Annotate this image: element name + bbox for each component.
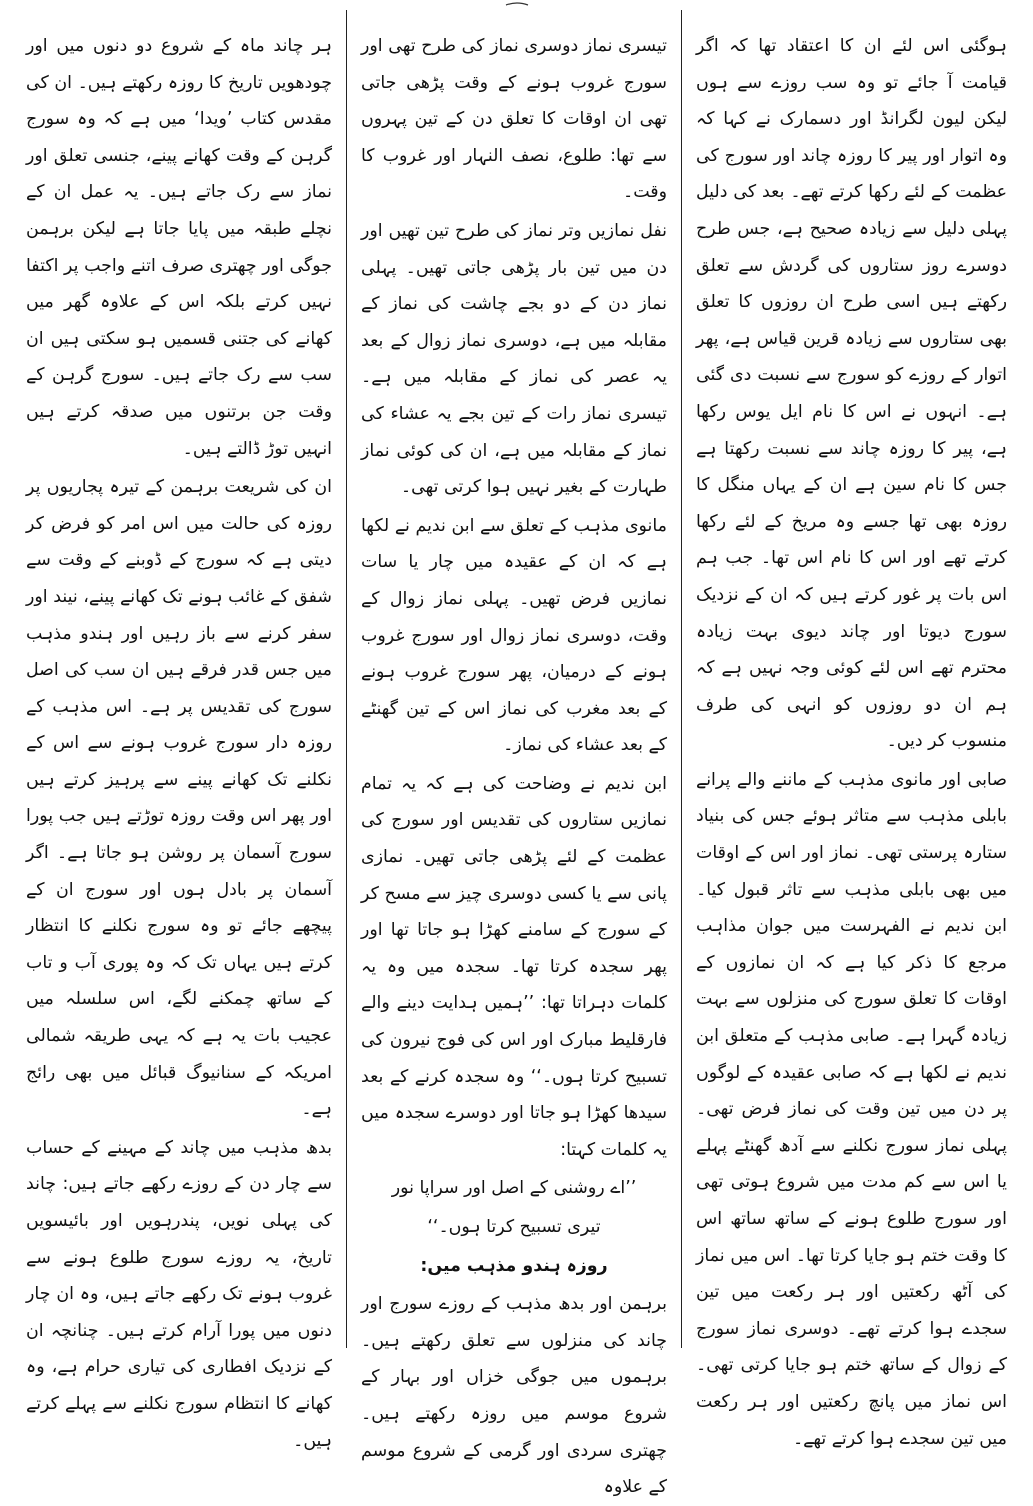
section-heading: روزہ ہندو مذہب میں: <box>420 1255 608 1276</box>
paragraph: ابن ندیم نے وضاحت کی ہے کہ یہ تمام نمازیں ستاروں کی تقدیس اور سورج کی عظمت کے لئے پڑھی جاتی تھیں۔ نمازی پانی سے یا کسی دوسری چیز سے مسح کر کے سورج کے سامنے کھڑا ہو جاتا تھا اور پھر سجدہ کرتا تھا۔ سجدہ میں وہ یہ کلمات دہراتا تھا: ’’ہمیں ہدایت دینے والے فارقلیط مبارک اور اس کی فوج نیرون کی تسبیح کرتا ہوں۔‘‘ وہ سجدہ کرنے کے بعد سیدھا کھڑا ہو جاتا اور دوسرے سجدہ میں یہ کلمات کہتا: <box>361 773 667 1160</box>
page-top-ornament <box>504 2 530 8</box>
paragraph: صابی اور مانوی مذہب کے ماننے والے پرانے بابلی مذہب سے متاثر ہوئے جس کی بنیاد ستارہ پرستی تھی۔ نماز اور اس کے اوقات میں بھی بابلی مذہب سے تاثر قبول کیا۔ ابن ندیم نے الفہرست میں جوان مذاہب مرجع کا ذکر کیا ہے کہ ان نمازوں کے اوقات کا تعلق سورج کی منزلوں سے بہت زیادہ گہرا ہے۔ صابی مذہب کے متعلق ابن ندیم نے لکھا ہے کہ صابی عقیدہ کے لوگوں پر دن میں تین وقت کی نماز فرض تھی۔ پہلی نماز سورج نکلنے سے آدھ گھنٹے پہلے یا اس سے کم مدت میں شروع ہوتی تھی اور سورج طلوع ہونے کے ساتھ ساتھ اس کا وقت ختم ہو جایا کرتا تھا۔ اس میں نماز کی آٹھ رکعتیں اور ہر رکعت میں تین سجدے ہوا کرتے تھے۔ دوسری نماز سورج کے زوال کے ساتھ ختم ہو جایا کرتی تھی۔ اس نماز میں پانچ رکعتیں اور ہر رکعت میں تین سجدے ہوا کرتے تھے۔ <box>696 769 1007 1449</box>
paragraph: تیسری نماز دوسری نماز کی طرح تھی اور سورج غروب ہونے کے وقت پڑھی جاتی تھی ان اوقات کا تعلق دن کے تین پہروں سے تھا: طلوع، نصف النہار اور غروب کا وقت۔ <box>361 36 667 203</box>
paragraph: برہمن اور بدھ مذہب کے روزے سورج اور چاند کی منزلوں سے تعلق رکھتے ہیں۔ برہموں میں جوگی خزاں اور بہار کے شروع موسم میں روزہ رکھتے ہیں۔ چھتری سردی اور گرمی کے شروع موسم کے علاوہ <box>361 1294 667 1498</box>
paragraph: ان کی شریعت برہمن کے تیرہ پجاریوں پر روزہ کی حالت میں اس امر کو فرض کر دیتی ہے کہ سورج کے ڈوبنے کے وقت سے شفق کے غائب ہونے تک کھانے پینے، نیند اور سفر کرنے سے باز رہیں اور ہندو مذہب میں جس قدر فرقے ہیں ان سب کی اصل سورج کی تقدیس پر ہے۔ اس مذہب کے روزہ دار سورج غروب ہونے سے اس کے نکلنے تک کھانے پینے سے پرہیز کرتے ہیں اور پھر اس وقت روزہ توڑتے ہیں جب پورا سورج آسمان پر روشن ہو جاتا ہے۔ اگر آسمان پر بادل ہوں اور سورج ان کے پیچھے جائے تو وہ سورج نکلنے کا انتظار کرتے ہیں یہاں تک کہ وہ پوری آب و تاب کے ساتھ چمکنے لگے، اس سلسلہ میں عجیب بات یہ ہے کہ یہی طریقہ شمالی امریکہ کے سنانیوگ قبائل میں بھی رائج ہے۔ <box>26 477 332 1120</box>
column-middle <box>346 10 682 1498</box>
paragraph: ہر چاند ماہ کے شروع دو دنوں میں اور چودھویں تاریخ کا روزہ رکھتے ہیں۔ ان کی مقدس کتاب ’ویدا‘ میں ہے کہ وہ سورج گرہن کے وقت کھانے پینے، جنسی تعلق اور نماز سے رک جاتے ہیں۔ یہ عمل ان کے نچلے طبقہ میں پایا جاتا ہے لیکن برہمن جوگی اور چھتری صرف اتنے واجب پر اکتفا نہیں کرتے بلکہ اس کے علاوہ گھر میں کھانے کی جتنی قسمیں ہو سکتی ہیں ان سب سے رک جاتے ہیں۔ سورج گرہن کے وقت جن برتنوں میں صدقہ کرتے ہیں انہیں توڑ ڈالتے ہیں۔ <box>26 36 332 459</box>
paragraph: بدھ مذہب میں چاند کے مہینے کے حساب سے چار دن کے روزے رکھے جاتے ہیں: چاند کی پہلی نویں، پندرہویں اور بائیسویں تاریخ، یہ روزے سورج طلوع ہونے سے غروب ہونے تک رکھے جاتے ہیں، وہ ان چار دنوں میں پورا آرام کرتے ہیں۔ چنانچہ ان کے نزدیک افطاری کی تیاری حرام ہے، وہ کھانے کا انتظام سورج نکلنے سے پہلے کرتے ہیں۔ <box>26 1137 332 1451</box>
paragraph: نفل نمازیں وتر نماز کی طرح تین تھیں اور دن میں تین بار پڑھی جاتی تھیں۔ پہلی نماز دن کے دو بجے چاشت کی نماز کے مقابلہ میں ہے، دوسری نماز زوال کے بعد یہ عصر کی نماز کے مقابلہ میں ہے۔ تیسری نماز رات کے تین بجے یہ عشاء کی نماز کے مقابلہ میں ہے، ان کی کوئی نماز طہارت کے بغیر نہیں ہوا کرتی تھی۔ <box>361 220 667 498</box>
column-left <box>12 10 346 1451</box>
paragraph: مانوی مذہب کے تعلق سے ابن ندیم نے لکھا ہے کہ ان کے عقیدہ میں چار یا سات نمازیں فرض تھیں۔ پہلی نماز زوال کے وقت، دوسری نماز زوال اور سورج غروب ہونے کے درمیان، پھر سورج غروب ہونے کے بعد مغرب کی نماز اس کے تین گھنٹے کے بعد عشاء کی نماز۔ <box>361 515 667 756</box>
paragraph: ہوگئی اس لئے ان کا اعتقاد تھا کہ اگر قیامت آ جائے تو وہ سب روزے سے ہوں لیکن لیون لگرانڈ اور دسمارک نے کہا کہ وہ اتوار اور پیر کا روزہ چاند اور سورج کی عظمت کے لئے رکھا کرتے تھے۔ بعد کی دلیل پہلی دلیل سے زیادہ صحیح ہے، جس طرح دوسرے روز ستاروں کی گردش سے تعلق رکھتے ہیں اسی طرح ان روزوں کا تعلق بھی ستاروں سے زیادہ قرین قیاس ہے، پھر اتوار کے روزے کو سورج سے نسبت دی گئی ہے۔ انہوں نے اس کا نام ایل یوس رکھا ہے، پیر کا روزہ چاند سے نسبت رکھتا ہے جس کا نام سین ہے ان کے یہاں منگل کا روزہ بھی تھا جسے وہ مریخ کے لئے رکھا کرتے تھے اور اس کا نام اس تھا۔ جب ہم اس بات پر غور کرتے ہیں کہ ان کے نزدیک سورج دیوتا اور چاند دیوی بہت زیادہ محترم تھے اس لئے کوئی وجہ نہیں ہے کہ ہم ان دو روزوں کو انہی کی طرف منسوب کر دیں۔ <box>696 36 1007 752</box>
column-right <box>682 10 1021 1449</box>
quoted-verse-line: ’’اے روشنی کے اصل اور سراپا نور <box>391 1178 637 1199</box>
quoted-verse-line: تیری تسبیح کرتا ہوں۔‘‘ <box>427 1217 601 1237</box>
